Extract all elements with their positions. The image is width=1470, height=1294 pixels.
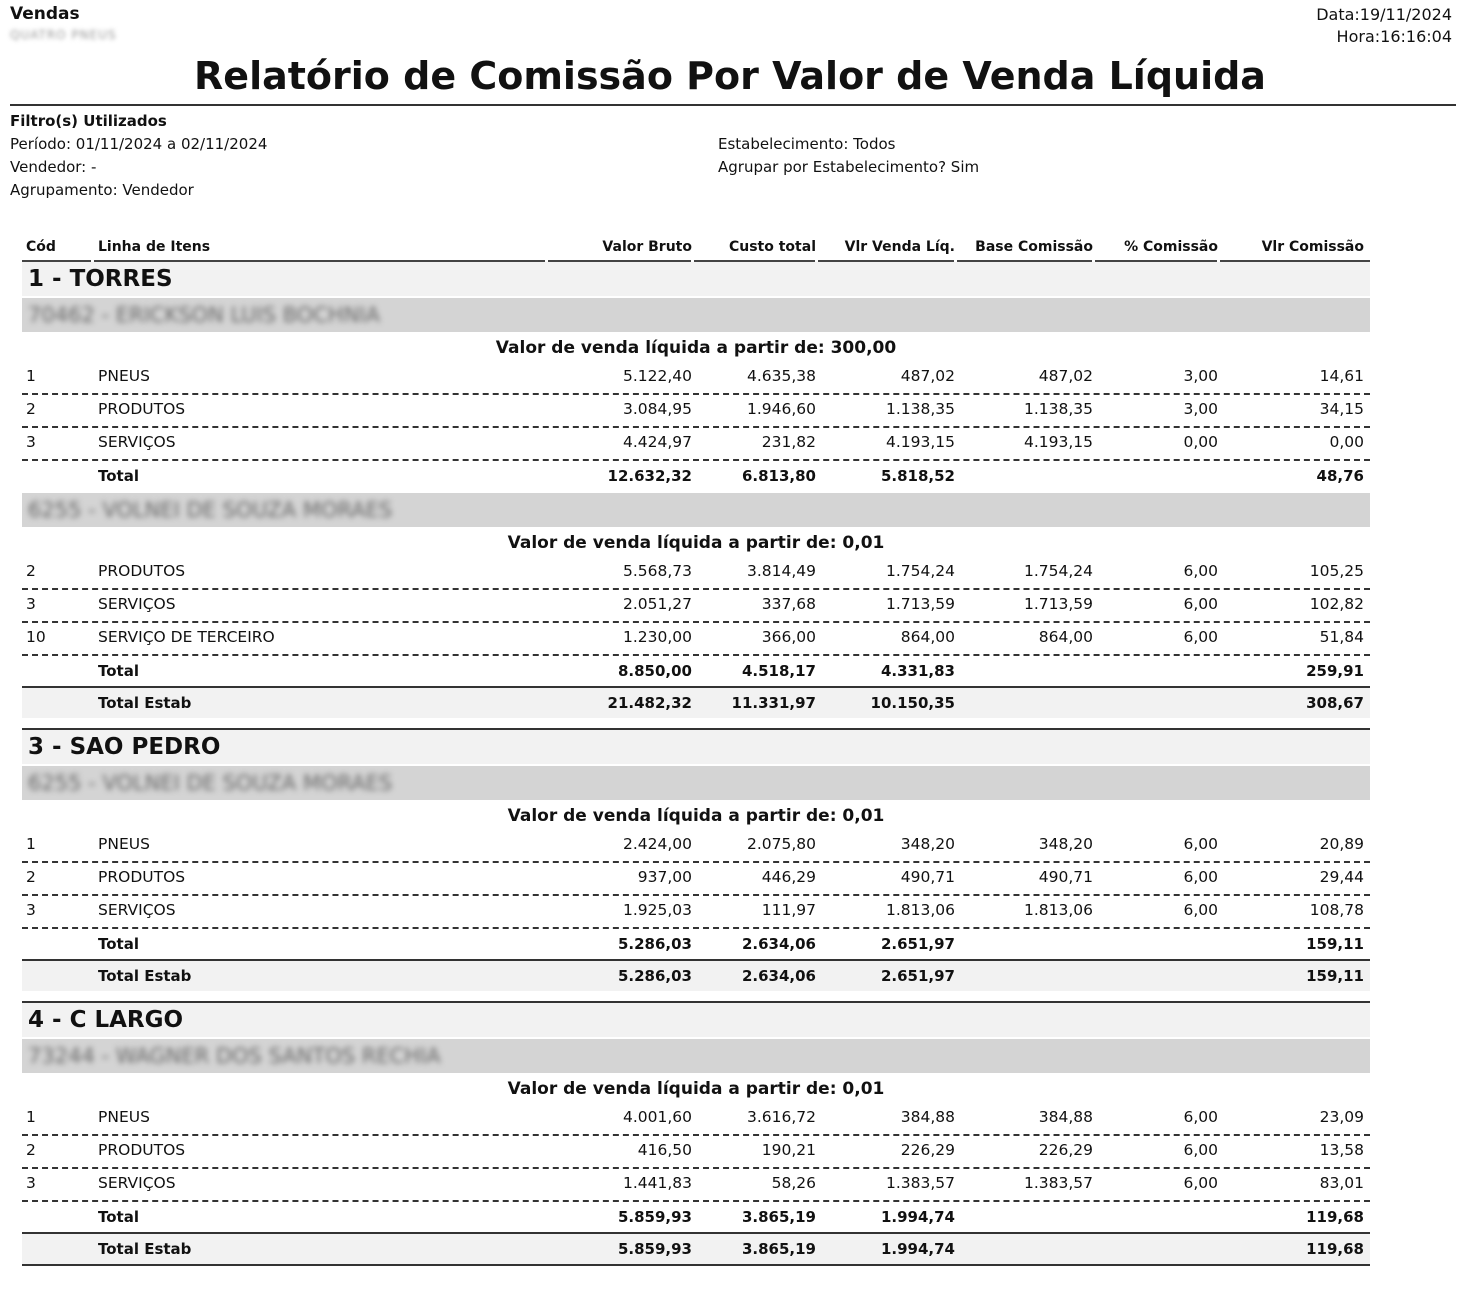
total-estab-label: Total Estab	[98, 1240, 192, 1258]
col-linha: Linha de Itens	[98, 239, 211, 255]
cell-custo: 231,82	[761, 433, 816, 451]
filters-right-column	[718, 133, 979, 179]
col-custo-total: Custo total	[728, 239, 816, 255]
cell-linha: PRODUTOS	[98, 868, 186, 886]
total-bruto: 5.859,93	[617, 1208, 692, 1226]
report-date: Data:19/11/2024	[1316, 5, 1452, 24]
report-header-right	[1316, 4, 1452, 48]
cell-liq: 348,20	[900, 835, 955, 853]
cell-cod: 10	[26, 628, 46, 646]
establishment-section	[22, 262, 1370, 718]
cell-base: 384,88	[1038, 1108, 1093, 1126]
total-bruto: 5.286,03	[617, 935, 692, 953]
cell-liq: 490,71	[900, 868, 955, 886]
cell-bruto: 1.230,00	[622, 628, 692, 646]
establishment-name: 1 - TORRES	[22, 262, 1370, 296]
filters-title: Filtro(s) Utilizados	[10, 112, 167, 130]
commission-threshold: Valor de venda líquida a partir de: 0,01	[507, 1079, 885, 1099]
table-row	[22, 623, 1370, 656]
total-bruto: 8.850,00	[617, 662, 692, 680]
cell-liq: 1.713,59	[885, 595, 955, 613]
seller-name-bar	[22, 298, 1370, 332]
cell-linha: PRODUTOS	[98, 1141, 186, 1159]
table-row	[22, 896, 1370, 929]
total-vlr: 159,11	[1306, 935, 1364, 953]
cell-cod: 2	[26, 562, 36, 580]
total-estab-liq: 1.994,74	[880, 1240, 955, 1258]
cell-base: 487,02	[1038, 367, 1093, 385]
total-liq: 5.818,52	[880, 467, 955, 485]
filter-agrupar: Agrupar por Estabelecimento? Sim	[718, 158, 980, 176]
cell-pct: 0,00	[1183, 433, 1218, 451]
cell-cod: 2	[26, 400, 36, 418]
cell-bruto: 4.424,97	[622, 433, 692, 451]
cell-cod: 3	[26, 433, 36, 451]
total-estab-vlr: 308,67	[1306, 694, 1364, 712]
cell-pct: 6,00	[1183, 1174, 1218, 1192]
cell-cod: 3	[26, 901, 36, 919]
establishment-total-row	[22, 686, 1370, 718]
cell-cod: 3	[26, 595, 36, 613]
seller-name: 70462 - ERICKSON LUIS BOCHNIA	[28, 303, 380, 327]
total-liq: 1.994,74	[880, 1208, 955, 1226]
cell-bruto: 1.925,03	[622, 901, 692, 919]
commission-threshold: Valor de venda líquida a partir de: 0,01	[507, 806, 885, 826]
cell-vlr: 14,61	[1319, 367, 1364, 385]
total-custo: 4.518,17	[741, 662, 816, 680]
cell-pct: 3,00	[1183, 400, 1218, 418]
total-estab-vlr: 159,11	[1306, 967, 1364, 985]
cell-linha: PNEUS	[98, 367, 150, 385]
cell-vlr: 83,01	[1319, 1174, 1364, 1192]
total-liq: 2.651,97	[880, 935, 955, 953]
cell-bruto: 1.441,83	[622, 1174, 692, 1192]
cell-base: 348,20	[1038, 835, 1093, 853]
total-liq: 4.331,83	[880, 662, 955, 680]
report-title: Relatório de Comissão Por Valor de Venda Líquida	[194, 54, 1266, 98]
commission-threshold: Valor de venda líquida a partir de: 300,00	[495, 338, 897, 358]
total-vlr: 119,68	[1306, 1208, 1364, 1226]
cell-base: 1.713,59	[1023, 595, 1093, 613]
cell-pct: 6,00	[1183, 868, 1218, 886]
cell-custo: 4.635,38	[746, 367, 816, 385]
total-estab-custo: 2.634,06	[741, 967, 816, 985]
cell-base: 4.193,15	[1023, 433, 1093, 451]
table-row	[22, 557, 1370, 590]
total-vlr: 259,91	[1306, 662, 1364, 680]
cell-cod: 1	[26, 367, 36, 385]
cell-custo: 366,00	[761, 628, 816, 646]
filter-periodo: Período: 01/11/2024 a 02/11/2024	[10, 135, 268, 153]
total-estab-liq: 10.150,35	[870, 694, 955, 712]
table-row	[22, 1169, 1370, 1202]
cell-linha: PRODUTOS	[98, 400, 186, 418]
cell-custo: 58,26	[771, 1174, 816, 1192]
commission-threshold: Valor de venda líquida a partir de: 0,01	[507, 533, 885, 553]
cell-vlr: 20,89	[1319, 835, 1364, 853]
column-headers	[22, 236, 1370, 260]
col-cod: Cód	[26, 239, 56, 255]
total-custo: 2.634,06	[741, 935, 816, 953]
report-body	[22, 262, 1370, 1264]
seller-name: 6255 - VOLNEI DE SOUZA MORAES	[28, 498, 393, 522]
col-base-comissao: Base Comissão	[975, 239, 1093, 255]
report-time: Hora:16:16:04	[1336, 27, 1452, 46]
cell-bruto: 937,00	[637, 868, 692, 886]
total-label: Total	[98, 935, 139, 953]
cell-custo: 2.075,80	[746, 835, 816, 853]
cell-linha: SERVIÇO DE TERCEIRO	[98, 628, 275, 646]
total-label: Total	[98, 467, 139, 485]
total-estab-bruto: 5.286,03	[617, 967, 692, 985]
seller-total-row	[22, 1202, 1370, 1232]
col-vlr-comissao: Vlr Comissão	[1261, 239, 1364, 255]
cell-bruto: 2.051,27	[622, 595, 692, 613]
seller-name-bar	[22, 493, 1370, 527]
cell-liq: 1.813,06	[885, 901, 955, 919]
filters-section	[10, 110, 1456, 199]
establishment-total-row	[22, 959, 1370, 991]
cell-vlr: 13,58	[1319, 1141, 1364, 1159]
cell-vlr: 0,00	[1329, 433, 1364, 451]
total-estab-label: Total Estab	[98, 694, 192, 712]
total-estab-vlr: 119,68	[1306, 1240, 1364, 1258]
cell-bruto: 5.568,73	[622, 562, 692, 580]
cell-pct: 6,00	[1183, 595, 1218, 613]
cell-vlr: 108,78	[1309, 901, 1364, 919]
total-estab-custo: 11.331,97	[731, 694, 816, 712]
cell-pct: 3,00	[1183, 367, 1218, 385]
seller-name-bar	[22, 1039, 1370, 1073]
cell-pct: 6,00	[1183, 1108, 1218, 1126]
establishment-section	[22, 728, 1370, 991]
cell-base: 1.754,24	[1023, 562, 1093, 580]
establishment-total-row	[22, 1232, 1370, 1264]
total-estab-liq: 2.651,97	[880, 967, 955, 985]
cell-linha: SERVIÇOS	[98, 433, 176, 451]
cell-base: 1.138,35	[1023, 400, 1093, 418]
cell-liq: 1.383,57	[885, 1174, 955, 1192]
cell-vlr: 102,82	[1309, 595, 1364, 613]
table-row	[22, 1103, 1370, 1136]
cell-bruto: 2.424,00	[622, 835, 692, 853]
cell-vlr: 34,15	[1319, 400, 1364, 418]
table-row	[22, 590, 1370, 623]
cell-bruto: 5.122,40	[622, 367, 692, 385]
cell-cod: 3	[26, 1174, 36, 1192]
filter-estabelecimento: Estabelecimento: Todos	[718, 135, 896, 153]
app-name: Vendas	[10, 4, 80, 24]
filter-agrupamento: Agrupamento: Vendedor	[10, 181, 194, 199]
cell-linha: PNEUS	[98, 1108, 150, 1126]
table-row	[22, 830, 1370, 863]
report-table	[22, 236, 1370, 1266]
table-row	[22, 395, 1370, 428]
title-divider	[10, 104, 1456, 106]
cell-pct: 6,00	[1183, 1141, 1218, 1159]
cell-liq: 384,88	[900, 1108, 955, 1126]
cell-pct: 6,00	[1183, 562, 1218, 580]
cell-cod: 2	[26, 868, 36, 886]
cell-liq: 1.138,35	[885, 400, 955, 418]
cell-cod: 2	[26, 1141, 36, 1159]
cell-base: 864,00	[1038, 628, 1093, 646]
total-estab-bruto: 5.859,93	[617, 1240, 692, 1258]
cell-vlr: 105,25	[1309, 562, 1364, 580]
report-header-left	[10, 4, 117, 42]
cell-custo: 337,68	[761, 595, 816, 613]
total-estab-label: Total Estab	[98, 967, 192, 985]
column-header-rule	[22, 260, 1370, 262]
cell-vlr: 23,09	[1319, 1108, 1364, 1126]
table-row	[22, 1136, 1370, 1169]
cell-linha: PNEUS	[98, 835, 150, 853]
cell-custo: 446,29	[761, 868, 816, 886]
cell-pct: 6,00	[1183, 628, 1218, 646]
seller-name: 6255 - VOLNEI DE SOUZA MORAES	[28, 771, 393, 795]
cell-pct: 6,00	[1183, 901, 1218, 919]
table-row	[22, 863, 1370, 896]
seller-total-row	[22, 656, 1370, 686]
cell-base: 490,71	[1038, 868, 1093, 886]
cell-liq: 1.754,24	[885, 562, 955, 580]
cell-custo: 1.946,60	[746, 400, 816, 418]
cell-linha: SERVIÇOS	[98, 1174, 176, 1192]
cell-liq: 4.193,15	[885, 433, 955, 451]
cell-cod: 1	[26, 835, 36, 853]
total-bruto: 12.632,32	[607, 467, 692, 485]
cell-linha: PRODUTOS	[98, 562, 186, 580]
filters-left-column	[10, 133, 267, 202]
table-row	[22, 428, 1370, 461]
cell-bruto: 416,50	[637, 1141, 692, 1159]
col-pct-comissao: % Comissão	[1124, 239, 1218, 255]
table-row	[22, 362, 1370, 395]
establishment-name: 4 - C LARGO	[22, 1003, 1370, 1037]
cell-base: 226,29	[1038, 1141, 1093, 1159]
cell-custo: 111,97	[761, 901, 816, 919]
cell-base: 1.383,57	[1023, 1174, 1093, 1192]
cell-liq: 226,29	[900, 1141, 955, 1159]
cell-custo: 3.814,49	[746, 562, 816, 580]
cell-bruto: 3.084,95	[622, 400, 692, 418]
seller-name-bar	[22, 766, 1370, 800]
total-custo: 6.813,80	[741, 467, 816, 485]
cell-linha: SERVIÇOS	[98, 901, 176, 919]
cell-vlr: 51,84	[1319, 628, 1364, 646]
total-estab-custo: 3.865,19	[741, 1240, 816, 1258]
total-custo: 3.865,19	[741, 1208, 816, 1226]
col-valor-bruto: Valor Bruto	[602, 239, 692, 255]
total-label: Total	[98, 662, 139, 680]
seller-total-row	[22, 461, 1370, 491]
cell-cod: 1	[26, 1108, 36, 1126]
cell-pct: 6,00	[1183, 835, 1218, 853]
col-venda-liquida: Vlr Venda Líq.	[844, 239, 955, 255]
cell-bruto: 4.001,60	[622, 1108, 692, 1126]
cell-custo: 190,21	[761, 1141, 816, 1159]
cell-liq: 864,00	[900, 628, 955, 646]
report-end-rule	[22, 1264, 1370, 1266]
total-estab-bruto: 21.482,32	[607, 694, 692, 712]
seller-total-row	[22, 929, 1370, 959]
filter-vendedor: Vendedor: -	[10, 158, 97, 176]
establishment-section	[22, 1001, 1370, 1264]
cell-custo: 3.616,72	[746, 1108, 816, 1126]
total-label: Total	[98, 1208, 139, 1226]
company-name: QUATRO PNEUS	[10, 28, 117, 42]
total-vlr: 48,76	[1316, 467, 1364, 485]
establishment-name: 3 - SAO PEDRO	[22, 730, 1370, 764]
cell-vlr: 29,44	[1319, 868, 1364, 886]
cell-base: 1.813,06	[1023, 901, 1093, 919]
cell-liq: 487,02	[900, 367, 955, 385]
cell-linha: SERVIÇOS	[98, 595, 176, 613]
seller-name: 73244 - WAGNER DOS SANTOS RECHIA	[28, 1044, 441, 1068]
